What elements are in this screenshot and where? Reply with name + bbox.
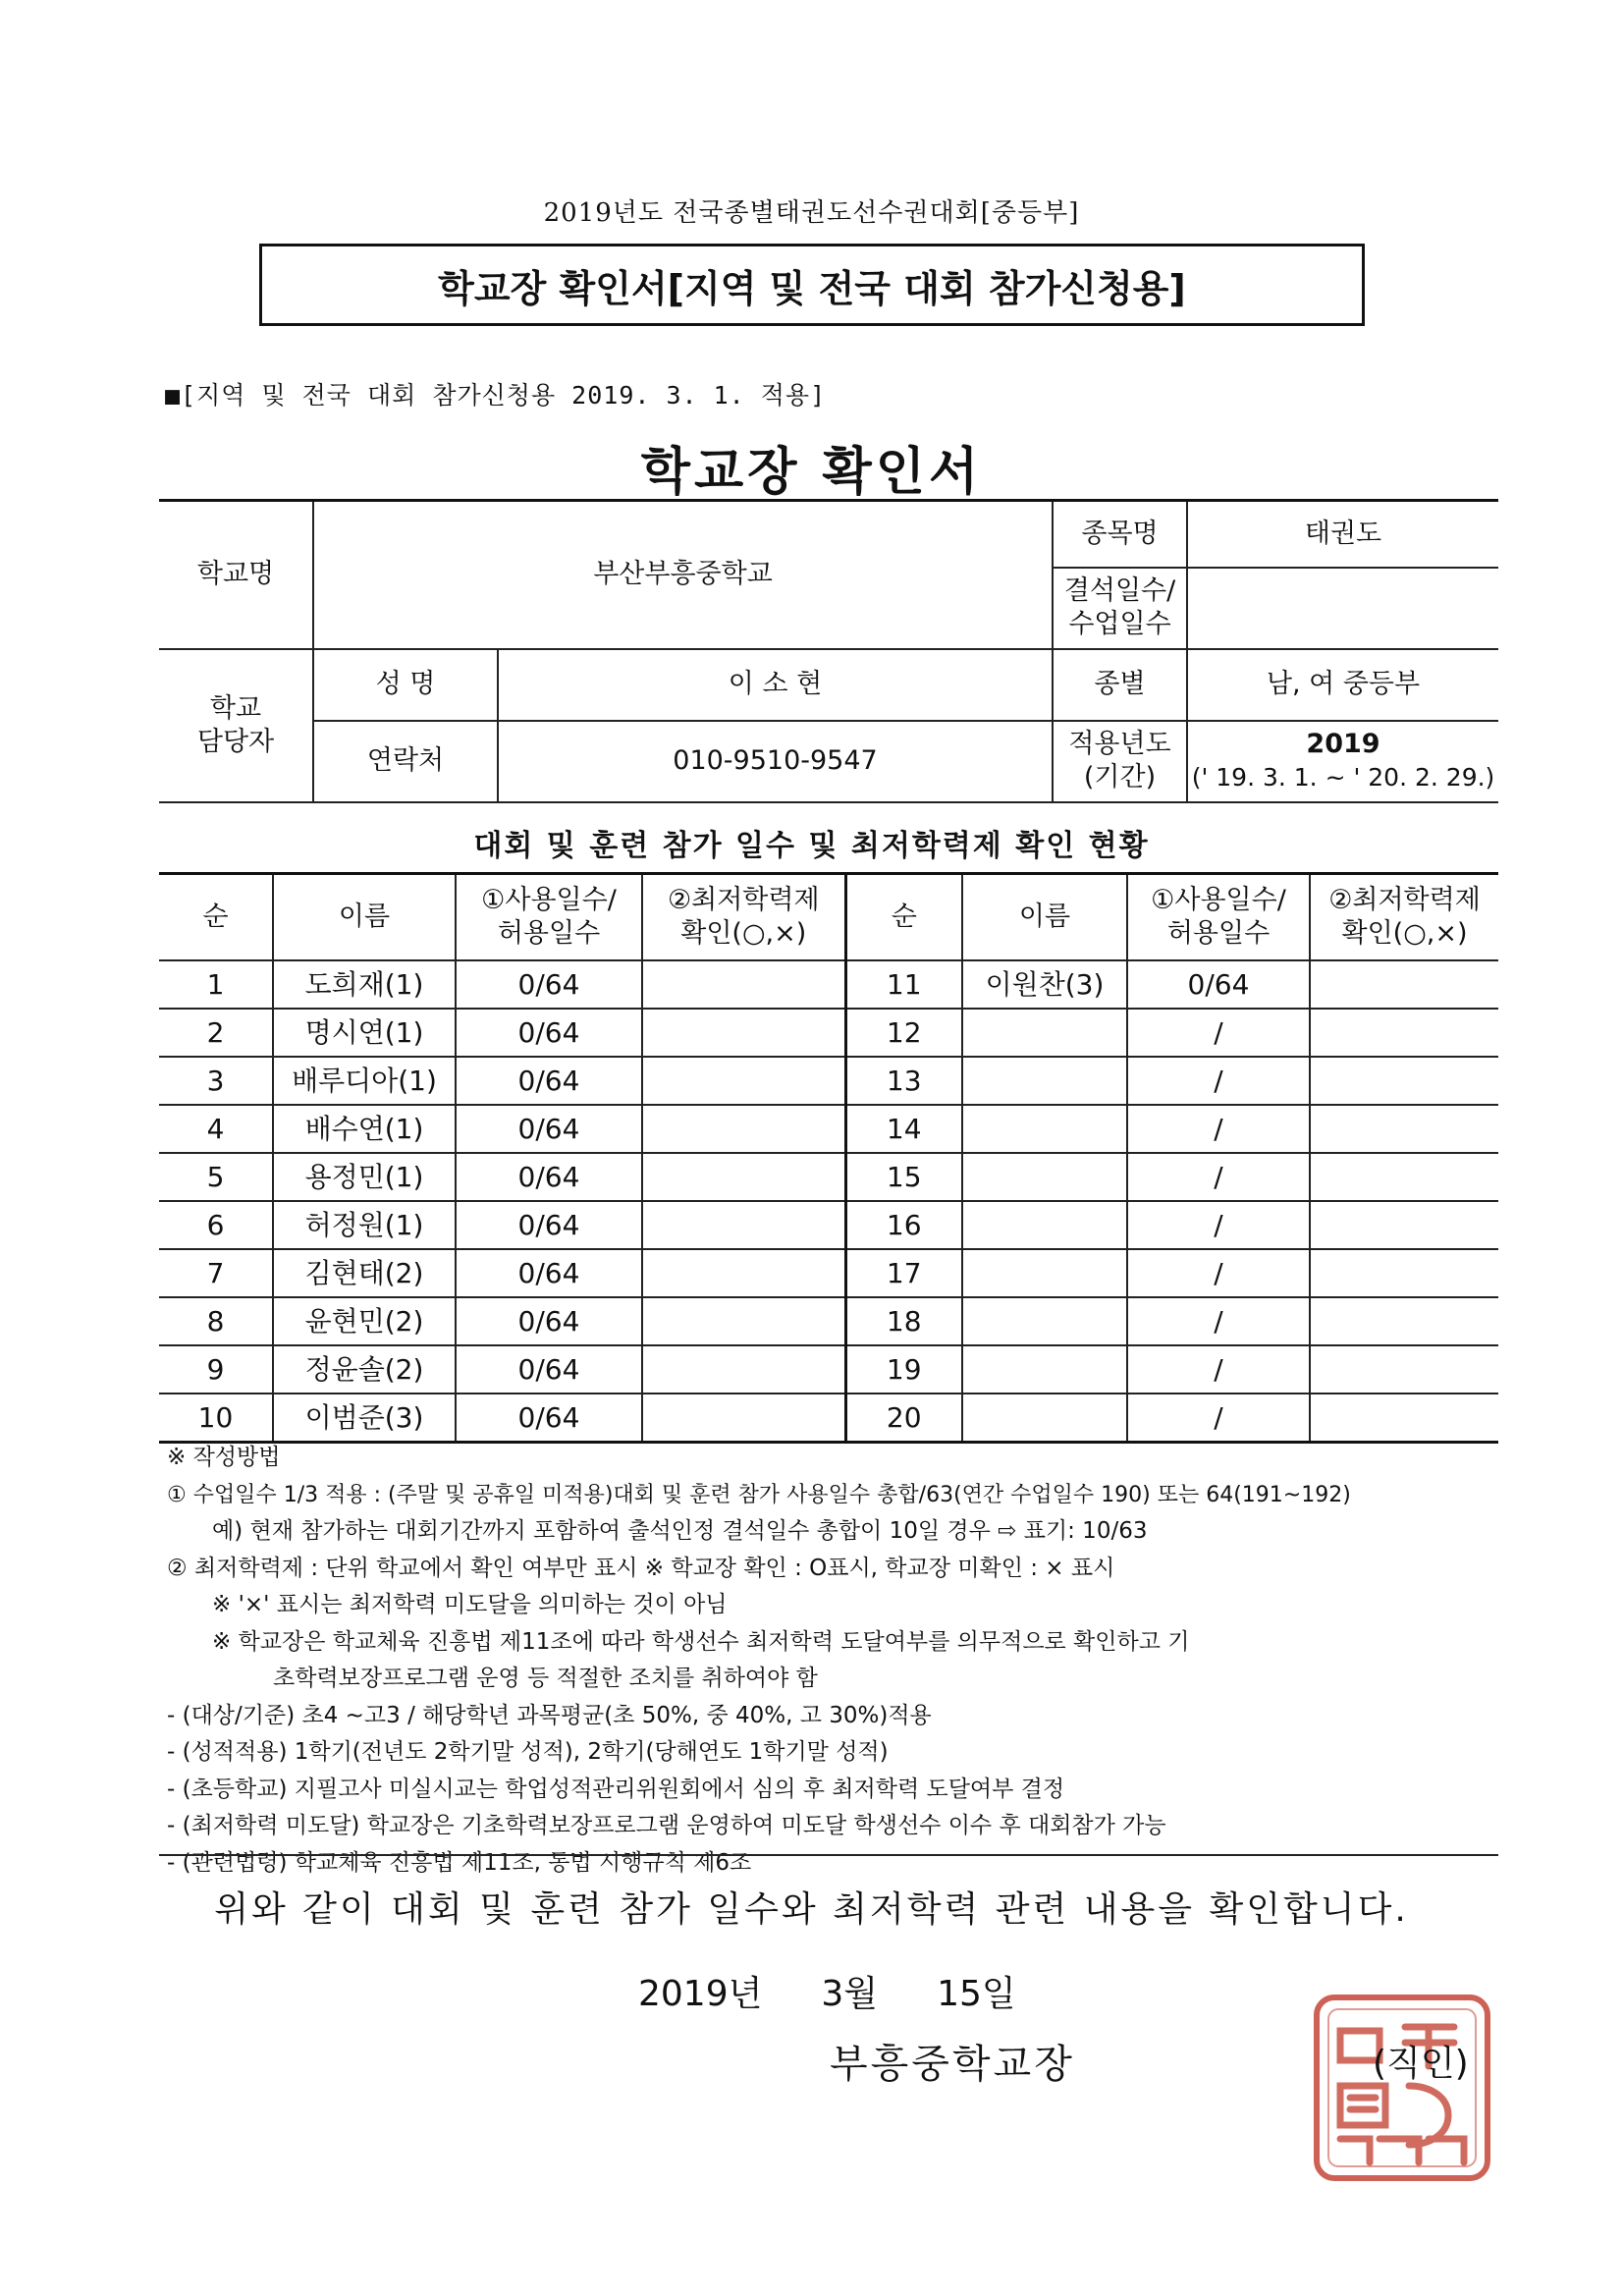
col-academic-header: ②최저학력제 확인(○,×) bbox=[1310, 874, 1498, 961]
principal-signature: 부흥중학교장 bbox=[830, 2042, 1075, 2087]
table-row bbox=[159, 1345, 1498, 1394]
absence-label: 결석일수/ 수업일수 bbox=[1053, 568, 1187, 649]
student-name bbox=[962, 1394, 1127, 1443]
used-days: 0/64 bbox=[456, 1201, 642, 1249]
col-days-header: ①사용일수/ 허용일수 bbox=[456, 874, 642, 961]
col-no-header: 순 bbox=[159, 874, 273, 961]
table-row bbox=[159, 1153, 1498, 1201]
table-row bbox=[159, 1297, 1498, 1345]
used-days: / bbox=[1127, 1394, 1310, 1443]
row-number: 3 bbox=[159, 1057, 273, 1105]
page-title: 학교장 확인서 bbox=[640, 443, 983, 502]
note-item: ② 최저학력제 : 단위 학교에서 확인 여부만 표시 ※ 학교장 확인 : O표시, 학교장 미확인 : × 표시 bbox=[167, 1555, 1115, 1581]
table-row bbox=[159, 1057, 1498, 1105]
academic-check bbox=[1310, 1345, 1498, 1394]
academic-check bbox=[1310, 1249, 1498, 1297]
academic-check bbox=[1310, 1105, 1498, 1153]
row-number: 7 bbox=[159, 1249, 273, 1297]
used-days: 0/64 bbox=[456, 1394, 642, 1443]
academic-check bbox=[1310, 1057, 1498, 1105]
col-name-header: 이름 bbox=[273, 874, 456, 961]
school-info-table bbox=[159, 499, 1498, 803]
table-row bbox=[159, 1394, 1498, 1443]
used-days: 0/64 bbox=[1127, 960, 1310, 1009]
col-name-header: 이름 bbox=[962, 874, 1127, 961]
student-name bbox=[962, 1009, 1127, 1057]
year-label: 적용년도 (기간) bbox=[1053, 721, 1187, 802]
used-days: 0/64 bbox=[456, 1105, 642, 1153]
student-name bbox=[962, 1153, 1127, 1201]
note-item: - (최저학력 미도달) 학교장은 기초학력보장프로그램 운영하여 미도달 학생선수 이수 후 대회참가 가능 bbox=[167, 1813, 1166, 1838]
student-name: 명시연(1) bbox=[273, 1009, 456, 1057]
table-row bbox=[159, 1249, 1498, 1297]
academic-check bbox=[642, 1201, 845, 1249]
used-days: 0/64 bbox=[456, 960, 642, 1009]
phone-value: 010-9510-9547 bbox=[498, 721, 1053, 802]
used-days: / bbox=[1127, 1345, 1310, 1394]
student-name: 김현태(2) bbox=[273, 1249, 456, 1297]
row-number: 18 bbox=[845, 1297, 962, 1345]
student-name: 배수연(1) bbox=[273, 1105, 456, 1153]
row-number: 16 bbox=[845, 1201, 962, 1249]
academic-check bbox=[642, 1297, 845, 1345]
row-number: 11 bbox=[845, 960, 962, 1009]
category-value: 남, 여 중등부 bbox=[1187, 649, 1498, 721]
row-number: 17 bbox=[845, 1249, 962, 1297]
student-name: 용정민(1) bbox=[273, 1153, 456, 1201]
student-name: 도희재(1) bbox=[273, 960, 456, 1009]
academic-check bbox=[1310, 960, 1498, 1009]
academic-check bbox=[1310, 1394, 1498, 1443]
school-name-label: 학교명 bbox=[159, 501, 313, 649]
student-name: 윤현민(2) bbox=[273, 1297, 456, 1345]
used-days: 0/64 bbox=[456, 1249, 642, 1297]
academic-check bbox=[642, 1345, 845, 1394]
used-days: 0/64 bbox=[456, 1297, 642, 1345]
academic-check bbox=[1310, 1009, 1498, 1057]
note-item: - (초등학교) 지필고사 미실시교는 학업성적관리위원회에서 심의 후 최저학력 도달여부 결정 bbox=[167, 1776, 1065, 1802]
row-number: 6 bbox=[159, 1201, 273, 1249]
table-row bbox=[159, 1201, 1498, 1249]
row-number: 19 bbox=[845, 1345, 962, 1394]
academic-check bbox=[1310, 1297, 1498, 1345]
student-name: 이원찬(3) bbox=[962, 960, 1127, 1009]
row-number: 8 bbox=[159, 1297, 273, 1345]
col-academic-header: ②최저학력제 확인(○,×) bbox=[642, 874, 845, 961]
academic-check bbox=[642, 1057, 845, 1105]
year-value: 2019 (' 19. 3. 1. ~ ' 20. 2. 29.) bbox=[1187, 721, 1498, 802]
academic-check bbox=[1310, 1201, 1498, 1249]
student-name bbox=[962, 1249, 1127, 1297]
writing-instructions bbox=[167, 1440, 1512, 1882]
name-value: 이 소 현 bbox=[498, 649, 1053, 721]
note-item: - (성적적용) 1학기(전년도 2학기말 성적), 2학기(당해연도 1학기말 성적) bbox=[167, 1739, 889, 1765]
academic-check bbox=[642, 1009, 845, 1057]
col-days-header: ①사용일수/ 허용일수 bbox=[1127, 874, 1310, 961]
used-days: 0/64 bbox=[456, 1345, 642, 1394]
participation-table bbox=[159, 872, 1498, 1444]
row-number: 10 bbox=[159, 1394, 273, 1443]
row-number: 20 bbox=[845, 1394, 962, 1443]
used-days: / bbox=[1127, 1057, 1310, 1105]
note-item: ① 수업일수 1/3 적용 : (주말 및 공휴일 미적용)대회 및 훈련 참가 사용일수 총합/63(연간 수업일수 190) 또는 64(191~192) bbox=[167, 1482, 1351, 1507]
used-days: 0/64 bbox=[456, 1057, 642, 1105]
note-item: 예) 현재 참가하는 대회기간까지 포함하여 출석인정 결석일수 총합이 10일 경우 ⇨ 표기: 10/63 bbox=[212, 1518, 1148, 1544]
sport-value: 태권도 bbox=[1187, 501, 1498, 568]
student-name bbox=[962, 1057, 1127, 1105]
student-name: 정윤솔(2) bbox=[273, 1345, 456, 1394]
academic-check bbox=[642, 960, 845, 1009]
row-number: 4 bbox=[159, 1105, 273, 1153]
student-name bbox=[962, 1201, 1127, 1249]
note-item: ※ '×' 표시는 최저학력 미도달을 의미하는 것이 아님 bbox=[212, 1592, 728, 1617]
date-year: 2019년 bbox=[638, 1974, 763, 2014]
divider bbox=[159, 1854, 1498, 1856]
note-item: 초학력보장프로그램 운영 등 적절한 조치를 취하여야 함 bbox=[273, 1666, 818, 1691]
regulation-note: ■[지역 및 전국 대회 참가신청용 2019. 3. 1. 적용] bbox=[165, 381, 827, 410]
phone-label: 연락처 bbox=[313, 721, 498, 802]
academic-check bbox=[642, 1394, 845, 1443]
used-days: / bbox=[1127, 1297, 1310, 1345]
table-row bbox=[159, 960, 1498, 1009]
used-days: / bbox=[1127, 1009, 1310, 1057]
academic-check bbox=[642, 1105, 845, 1153]
used-days: / bbox=[1127, 1249, 1310, 1297]
name-label: 성 명 bbox=[313, 649, 498, 721]
document-title-box bbox=[259, 244, 1365, 326]
student-name: 허정원(1) bbox=[273, 1201, 456, 1249]
student-name bbox=[962, 1105, 1127, 1153]
row-number: 12 bbox=[845, 1009, 962, 1057]
table-row bbox=[159, 1105, 1498, 1153]
date-month: 3월 bbox=[821, 1974, 879, 2014]
section-title: 대회 및 훈련 참가 일수 및 최저학력제 확인 현황 bbox=[473, 829, 1150, 863]
notes-heading: ※ 작성방법 bbox=[167, 1445, 281, 1470]
school-name-value: 부산부흥중학교 bbox=[313, 501, 1053, 649]
event-title: 2019년도 전국종별태권도선수권대회[중등부] bbox=[543, 198, 1080, 228]
academic-check bbox=[642, 1249, 845, 1297]
student-name bbox=[962, 1345, 1127, 1394]
col-no-header: 순 bbox=[845, 874, 962, 961]
table-row bbox=[159, 1009, 1498, 1057]
official-seal-icon bbox=[1311, 1992, 1493, 2184]
row-number: 1 bbox=[159, 960, 273, 1009]
category-label: 종별 bbox=[1053, 649, 1187, 721]
used-days: 0/64 bbox=[456, 1153, 642, 1201]
note-item: - (관련법령) 학교체육 진흥법 제11조, 동법 시행규칙 제6조 bbox=[167, 1849, 752, 1876]
sport-label: 종목명 bbox=[1053, 501, 1187, 568]
row-number: 2 bbox=[159, 1009, 273, 1057]
row-number: 13 bbox=[845, 1057, 962, 1105]
issue-date bbox=[638, 1966, 1075, 2016]
row-number: 15 bbox=[845, 1153, 962, 1201]
academic-check bbox=[642, 1153, 845, 1201]
student-name: 배루디아(1) bbox=[273, 1057, 456, 1105]
confirmation-statement: 위와 같이 대회 및 훈련 참가 일수와 최저학력 관련 내용을 확인합니다. bbox=[214, 1889, 1409, 1930]
used-days: 0/64 bbox=[456, 1009, 642, 1057]
academic-check bbox=[1310, 1153, 1498, 1201]
row-number: 14 bbox=[845, 1105, 962, 1153]
row-number: 5 bbox=[159, 1153, 273, 1201]
used-days: / bbox=[1127, 1201, 1310, 1249]
student-name bbox=[962, 1297, 1127, 1345]
absence-value bbox=[1187, 568, 1498, 649]
note-item: ※ 학교장은 학교체육 진흥법 제11조에 따라 학생선수 최저학력 도달여부를 의무적으로 확인하고 기 bbox=[212, 1628, 1190, 1655]
used-days: / bbox=[1127, 1153, 1310, 1201]
table-header-row bbox=[159, 874, 1498, 961]
student-name: 이범준(3) bbox=[273, 1394, 456, 1443]
date-day: 15일 bbox=[937, 1974, 1016, 2014]
note-item: - (대상/기준) 초4 ~고3 / 해당학년 과목평균(초 50%, 중 40%, 고 30%)적용 bbox=[167, 1702, 932, 1728]
seal-label: (직인) bbox=[1373, 2044, 1469, 2084]
document-title: 학교장 확인서[지역 및 전국 대회 참가신청용] bbox=[438, 266, 1186, 310]
row-number: 9 bbox=[159, 1345, 273, 1394]
contact-group-label: 학교 담당자 bbox=[159, 649, 313, 802]
used-days: / bbox=[1127, 1105, 1310, 1153]
